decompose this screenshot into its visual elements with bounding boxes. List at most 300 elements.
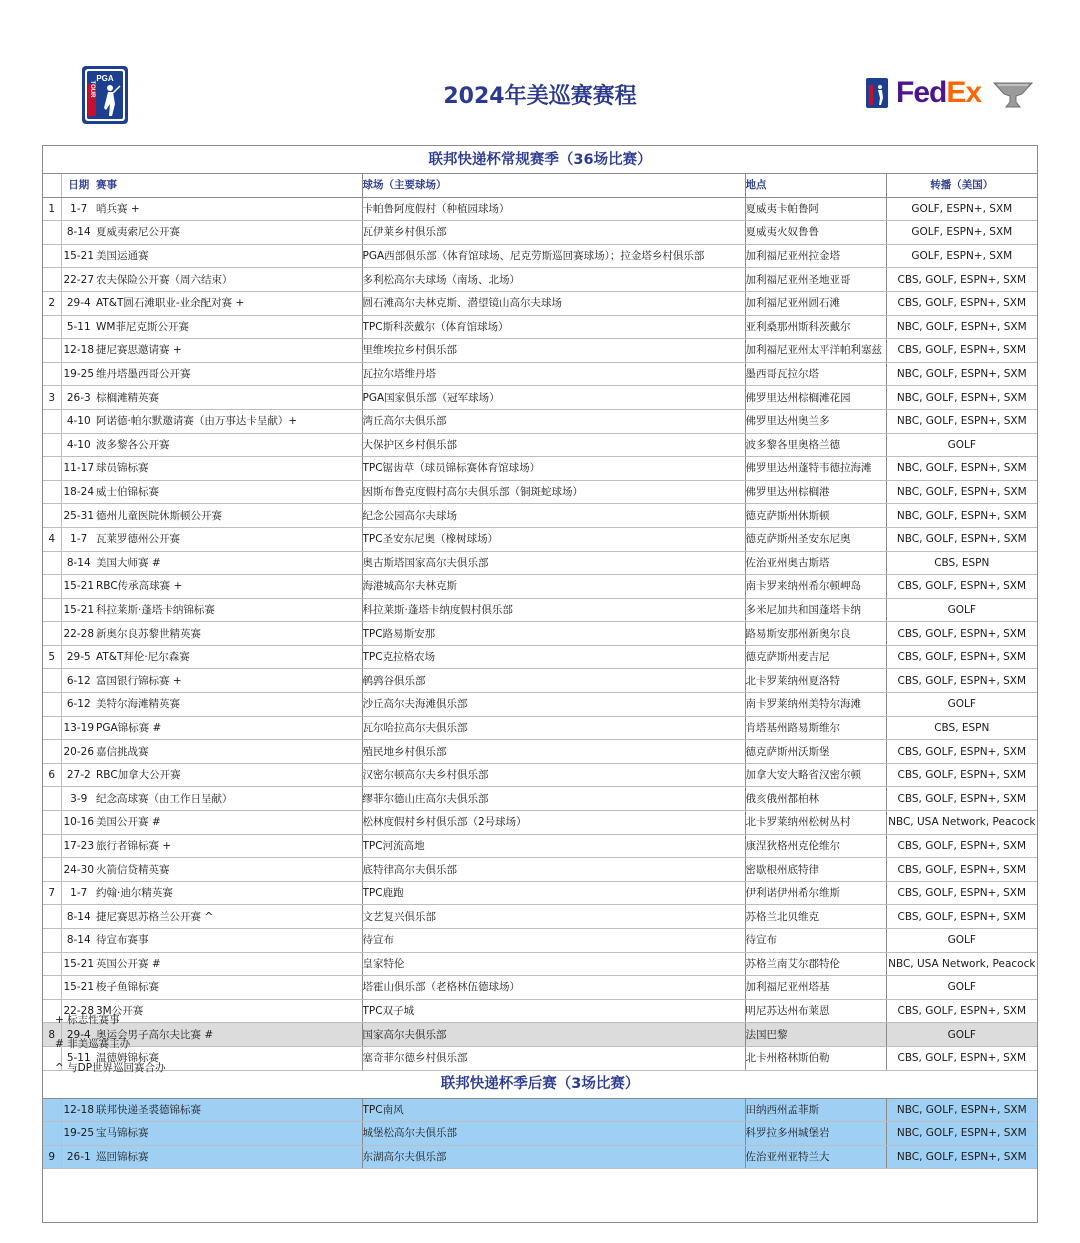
date-cell: 8-14 (61, 929, 96, 953)
broadcast-cell: NBC, GOLF, ESPN+, SXM (886, 504, 1037, 528)
month-cell: 2 (43, 291, 61, 315)
location-cell: 肯塔基州路易斯维尔 (745, 716, 886, 740)
table-row (43, 221, 1037, 245)
svg-text:PGA: PGA (96, 74, 114, 83)
venue-cell: 海港城高尔夫林克斯 (362, 575, 745, 599)
broadcast-cell: NBC, GOLF, ESPN+, SXM (886, 457, 1037, 481)
event-cell: 奥运会男子高尔夫比赛 # (96, 1023, 362, 1047)
table-row (43, 1046, 1037, 1070)
table-row (43, 433, 1037, 457)
table-row (43, 1023, 1037, 1047)
col-location: 地点 (745, 174, 886, 198)
venue-cell: 湾丘高尔夫俱乐部 (362, 409, 745, 433)
table-row (43, 1098, 1037, 1122)
event-cell: 英国公开赛 # (96, 952, 362, 976)
date-cell: 6-12 (61, 693, 96, 717)
broadcast-cell: NBC, GOLF, ESPN+, SXM (886, 362, 1037, 386)
location-cell: 墨西哥瓦拉尔塔 (745, 362, 886, 386)
column-header-row (43, 174, 1037, 198)
event-cell: 哨兵赛 + (96, 197, 362, 221)
venue-cell: 瓦伊莱乡村俱乐部 (362, 221, 745, 245)
event-cell: 威士伯锦标赛 (96, 480, 362, 504)
broadcast-cell: CBS, GOLF, ESPN+, SXM (886, 905, 1037, 929)
date-cell: 22-27 (61, 268, 96, 292)
date-cell: 8-14 (61, 551, 96, 575)
month-cell (43, 339, 61, 363)
venue-cell: 皇家特伦 (362, 952, 745, 976)
legend-signature: + 标志性赛事 (55, 1014, 120, 1026)
location-cell: 夏威夷卡帕鲁阿 (745, 197, 886, 221)
date-cell: 15-21 (61, 575, 96, 599)
legend (55, 1008, 166, 1080)
date-cell: 5-11 (61, 315, 96, 339)
month-cell (43, 551, 61, 575)
location-cell: 夏威夷火奴鲁鲁 (745, 221, 886, 245)
venue-cell: 汉密尔顿高尔夫乡村俱乐部 (362, 763, 745, 787)
broadcast-cell: NBC, GOLF, ESPN+, SXM (886, 409, 1037, 433)
location-cell: 加利福尼亚州塔基 (745, 976, 886, 1000)
venue-cell: 瓦拉尔塔维丹塔 (362, 362, 745, 386)
month-cell: 4 (43, 527, 61, 551)
col-month (43, 174, 61, 198)
table-row (43, 362, 1037, 386)
event-cell: AT&T拜伦·尼尔森赛 (96, 645, 362, 669)
event-cell: 农夫保险公开赛（周六结束） (96, 268, 362, 292)
event-cell: 美国公开赛 # (96, 811, 362, 835)
month-cell (43, 669, 61, 693)
location-cell: 待宣布 (745, 929, 886, 953)
table-row (43, 834, 1037, 858)
month-cell (43, 976, 61, 1000)
date-cell: 12-18 (61, 339, 96, 363)
location-cell: 德克萨斯州麦吉尼 (745, 645, 886, 669)
month-cell (43, 716, 61, 740)
location-cell: 加利福尼亚州圣地亚哥 (745, 268, 886, 292)
broadcast-cell: CBS, GOLF, ESPN+, SXM (886, 740, 1037, 764)
broadcast-cell: GOLF, ESPN+, SXM (886, 244, 1037, 268)
location-cell: 北卡罗莱纳州松树丛村 (745, 811, 886, 835)
location-cell: 北卡州格林斯伯勒 (745, 1046, 886, 1070)
broadcast-cell: NBC, GOLF, ESPN+, SXM (886, 527, 1037, 551)
broadcast-cell: NBC, GOLF, ESPN+, SXM (886, 1122, 1037, 1146)
location-cell: 德克萨斯州圣安东尼奥 (745, 527, 886, 551)
regular-season-title-row (43, 146, 1037, 174)
page-header (0, 0, 1080, 140)
location-cell: 路易斯安那州新奥尔良 (745, 622, 886, 646)
table-row (43, 598, 1037, 622)
location-cell: 波多黎各里奥格兰德 (745, 433, 886, 457)
col-date: 日期 (61, 174, 96, 198)
event-cell: 德州儿童医院休斯顿公开赛 (96, 504, 362, 528)
broadcast-cell: GOLF (886, 976, 1037, 1000)
date-cell: 5-11 (61, 1046, 96, 1070)
table-row (43, 858, 1037, 882)
location-cell: 苏格兰北贝维克 (745, 905, 886, 929)
event-cell: 维丹塔墨西哥公开赛 (96, 362, 362, 386)
fedex-wordmark: FedEx (896, 76, 982, 109)
event-cell: 捷尼赛思邀请赛 + (96, 339, 362, 363)
month-cell (43, 858, 61, 882)
table-row (43, 905, 1037, 929)
location-cell: 佛罗里达州奥兰多 (745, 409, 886, 433)
broadcast-cell: GOLF (886, 598, 1037, 622)
playoffs-title: 联邦快递杯季后赛（3场比赛） (43, 1070, 1037, 1098)
venue-cell: 殖民地乡村俱乐部 (362, 740, 745, 764)
date-cell: 15-21 (61, 952, 96, 976)
event-cell: 美国运通赛 (96, 244, 362, 268)
venue-cell: 多利松高尔夫球场（南场、北场） (362, 268, 745, 292)
venue-cell: 待宣布 (362, 929, 745, 953)
location-cell: 苏格兰南艾尔郡特伦 (745, 952, 886, 976)
broadcast-cell: CBS, ESPN (886, 551, 1037, 575)
event-cell: 富国银行锦标赛 + (96, 669, 362, 693)
location-cell: 亚利桑那州斯科茨戴尔 (745, 315, 886, 339)
month-cell: 1 (43, 197, 61, 221)
event-cell: 捷尼赛思苏格兰公开赛 ^ (96, 905, 362, 929)
location-cell: 南卡罗来纳州希尔顿岬岛 (745, 575, 886, 599)
venue-cell: PGA西部俱乐部（体育馆球场、尼克劳斯巡回赛球场）；拉金塔乡村俱乐部 (362, 244, 745, 268)
date-cell: 22-28 (61, 622, 96, 646)
broadcast-cell: CBS, GOLF, ESPN+, SXM (886, 858, 1037, 882)
table-row (43, 1145, 1037, 1169)
table-row (43, 763, 1037, 787)
location-cell: 加利福尼亚州圆石滩 (745, 291, 886, 315)
event-cell: WM菲尼克斯公开赛 (96, 315, 362, 339)
venue-cell: 奥古斯塔国家高尔夫俱乐部 (362, 551, 745, 575)
location-cell: 德克萨斯州沃斯堡 (745, 740, 886, 764)
table-row (43, 527, 1037, 551)
table-row (43, 575, 1037, 599)
month-cell (43, 811, 61, 835)
broadcast-cell: CBS, GOLF, ESPN+, SXM (886, 645, 1037, 669)
event-cell: 美国大师赛 # (96, 551, 362, 575)
date-cell: 29-4 (61, 1023, 96, 1047)
location-cell: 明尼苏达州布莱恩 (745, 999, 886, 1023)
venue-cell: 缪菲尔德山庄高尔夫俱乐部 (362, 787, 745, 811)
table-row (43, 976, 1037, 1000)
table-row (43, 999, 1037, 1023)
broadcast-cell: NBC, GOLF, ESPN+, SXM (886, 1098, 1037, 1122)
month-cell (43, 1098, 61, 1122)
date-cell: 25-31 (61, 504, 96, 528)
broadcast-cell: CBS, GOLF, ESPN+, SXM (886, 999, 1037, 1023)
month-cell (43, 834, 61, 858)
event-cell: 待宣布赛事 (96, 929, 362, 953)
venue-cell: TPC河流高地 (362, 834, 745, 858)
broadcast-cell: NBC, USA Network, Peacock (886, 811, 1037, 835)
venue-cell: TPC圣安东尼奥（橡树球场） (362, 527, 745, 551)
location-cell: 俄亥俄州都柏林 (745, 787, 886, 811)
date-cell: 29-5 (61, 645, 96, 669)
event-cell: 约翰·迪尔精英赛 (96, 881, 362, 905)
broadcast-cell: CBS, GOLF, ESPN+, SXM (886, 339, 1037, 363)
month-cell (43, 952, 61, 976)
table-row (43, 1122, 1037, 1146)
broadcast-cell: NBC, USA Network, Peacock (886, 952, 1037, 976)
month-cell (43, 244, 61, 268)
location-cell: 康涅狄格州克伦维尔 (745, 834, 886, 858)
event-cell: 球员锦标赛 (96, 457, 362, 481)
table-row (43, 339, 1037, 363)
venue-cell: 圆石滩高尔夫林克斯、潜望镜山高尔夫球场 (362, 291, 745, 315)
venue-cell: 文艺复兴俱乐部 (362, 905, 745, 929)
venue-cell: 塞奇菲尔德乡村俱乐部 (362, 1046, 745, 1070)
month-cell (43, 409, 61, 433)
table-row (43, 409, 1037, 433)
month-cell: 5 (43, 645, 61, 669)
venue-cell: TPC锯齿草（球员锦标赛体育馆球场） (362, 457, 745, 481)
broadcast-cell: CBS, GOLF, ESPN+, SXM (886, 787, 1037, 811)
date-cell: 1-7 (61, 197, 96, 221)
event-cell: 波多黎各公开赛 (96, 433, 362, 457)
event-cell: 嘉信挑战赛 (96, 740, 362, 764)
date-cell: 4-10 (61, 433, 96, 457)
venue-cell: 因斯布鲁克度假村高尔夫俱乐部（铜斑蛇球场） (362, 480, 745, 504)
month-cell (43, 457, 61, 481)
location-cell: 德克萨斯州休斯顿 (745, 504, 886, 528)
date-cell: 24-30 (61, 858, 96, 882)
venue-cell: 沙丘高尔夫海滩俱乐部 (362, 693, 745, 717)
venue-cell: 鹌鹑谷俱乐部 (362, 669, 745, 693)
event-cell: 棕榈滩精英赛 (96, 386, 362, 410)
legend-co-sanctioned: ^ 与DP世界巡回赛合办 (55, 1062, 166, 1074)
venue-cell: 松林度假村乡村俱乐部（2号球场） (362, 811, 745, 835)
event-cell: 巡回锦标赛 (96, 1145, 362, 1169)
month-cell: 6 (43, 763, 61, 787)
location-cell: 佐治亚州亚特兰大 (745, 1145, 886, 1169)
location-cell: 田纳西州孟菲斯 (745, 1098, 886, 1122)
venue-cell: 国家高尔夫俱乐部 (362, 1023, 745, 1047)
date-cell: 8-14 (61, 905, 96, 929)
venue-cell: 底特律高尔夫俱乐部 (362, 858, 745, 882)
date-cell: 1-7 (61, 527, 96, 551)
month-cell: 3 (43, 386, 61, 410)
month-cell (43, 575, 61, 599)
date-cell: 4-10 (61, 409, 96, 433)
table-row (43, 504, 1037, 528)
col-venue: 球场（主要球场） (362, 174, 745, 198)
table-row (43, 386, 1037, 410)
broadcast-cell: CBS, GOLF, ESPN+, SXM (886, 268, 1037, 292)
table-row (43, 457, 1037, 481)
table-row (43, 669, 1037, 693)
event-cell: 3M公开赛 (96, 999, 362, 1023)
venue-cell: PGA国家俱乐部（冠军球场） (362, 386, 745, 410)
broadcast-cell: GOLF (886, 1023, 1037, 1047)
legend-non-tour: # 非美巡赛主办 (55, 1038, 131, 1050)
event-cell: 温德姆锦标赛 (96, 1046, 362, 1070)
venue-cell: 瓦尔哈拉高尔夫俱乐部 (362, 716, 745, 740)
venue-cell: 科拉莱斯·蓬塔卡纳度假村俱乐部 (362, 598, 745, 622)
trophy-icon (992, 80, 1034, 110)
date-cell: 26-1 (61, 1145, 96, 1169)
date-cell: 19-25 (61, 362, 96, 386)
date-cell: 1-7 (61, 881, 96, 905)
location-cell: 科罗拉多州城堡岩 (745, 1122, 886, 1146)
table-row (43, 480, 1037, 504)
venue-cell: TPC路易斯安那 (362, 622, 745, 646)
date-cell: 11-17 (61, 457, 96, 481)
venue-cell: 卡帕鲁阿度假村（种植园球场） (362, 197, 745, 221)
location-cell: 法国巴黎 (745, 1023, 886, 1047)
table-row (43, 716, 1037, 740)
event-cell: 火箭信贷精英赛 (96, 858, 362, 882)
date-cell: 15-21 (61, 598, 96, 622)
svg-text:TOUR: TOUR (89, 80, 95, 98)
broadcast-cell: GOLF, ESPN+, SXM (886, 197, 1037, 221)
fedex-cup-logo (866, 76, 1038, 116)
month-cell (43, 929, 61, 953)
venue-cell: TPC双子城 (362, 999, 745, 1023)
location-cell: 多米尼加共和国蓬塔卡纳 (745, 598, 886, 622)
month-cell: 8 (43, 1023, 61, 1047)
month-cell (43, 622, 61, 646)
table-row (43, 291, 1037, 315)
date-cell: 20-26 (61, 740, 96, 764)
col-event: 赛事 (96, 174, 362, 198)
event-cell: RBC传承高球赛 + (96, 575, 362, 599)
month-cell (43, 740, 61, 764)
date-cell: 22-28 (61, 999, 96, 1023)
table-row (43, 740, 1037, 764)
month-cell (43, 221, 61, 245)
venue-cell: 东湖高尔夫俱乐部 (362, 1145, 745, 1169)
location-cell: 佐治亚州奥古斯塔 (745, 551, 886, 575)
location-cell: 密歇根州底特律 (745, 858, 886, 882)
event-cell: 新奥尔良苏黎世精英赛 (96, 622, 362, 646)
event-cell: 瓦莱罗德州公开赛 (96, 527, 362, 551)
broadcast-cell: GOLF (886, 433, 1037, 457)
month-cell (43, 598, 61, 622)
venue-cell: TPC克拉格农场 (362, 645, 745, 669)
pga-tour-mini-logo (866, 78, 888, 108)
table-row (43, 315, 1037, 339)
table-row (43, 929, 1037, 953)
venue-cell: 大保护区乡村俱乐部 (362, 433, 745, 457)
broadcast-cell: CBS, GOLF, ESPN+, SXM (886, 575, 1037, 599)
date-cell: 19-25 (61, 1122, 96, 1146)
location-cell: 佛罗里达州棕榈滩花园 (745, 386, 886, 410)
date-cell: 10-16 (61, 811, 96, 835)
month-cell (43, 1122, 61, 1146)
table-row (43, 693, 1037, 717)
date-cell: 27-2 (61, 763, 96, 787)
broadcast-cell: CBS, GOLF, ESPN+, SXM (886, 881, 1037, 905)
month-cell (43, 433, 61, 457)
broadcast-cell: CBS, GOLF, ESPN+, SXM (886, 1046, 1037, 1070)
event-cell: 宝马锦标赛 (96, 1122, 362, 1146)
page-title: 2024年美巡赛赛程 (443, 84, 637, 109)
month-cell (43, 268, 61, 292)
table-row (43, 952, 1037, 976)
venue-cell: TPC斯科茨戴尔（体育馆球场） (362, 315, 745, 339)
location-cell: 加利福尼亚州太平洋帕利塞兹 (745, 339, 886, 363)
playoffs-title-row (43, 1070, 1037, 1098)
date-cell: 29-4 (61, 291, 96, 315)
location-cell: 佛罗里达州蓬特韦德拉海滩 (745, 457, 886, 481)
date-cell: 15-21 (61, 976, 96, 1000)
month-cell: 7 (43, 881, 61, 905)
event-cell: RBC加拿大公开赛 (96, 763, 362, 787)
date-cell: 17-23 (61, 834, 96, 858)
table-row (43, 268, 1037, 292)
location-cell: 加拿大安大略省汉密尔顿 (745, 763, 886, 787)
table-row (43, 622, 1037, 646)
venue-cell: TPC南风 (362, 1098, 745, 1122)
broadcast-cell: NBC, GOLF, ESPN+, SXM (886, 386, 1037, 410)
event-cell: 阿诺德·帕尔默邀请赛（由万事达卡呈献）+ (96, 409, 362, 433)
broadcast-cell: CBS, ESPN (886, 716, 1037, 740)
month-cell (43, 315, 61, 339)
date-cell: 6-12 (61, 669, 96, 693)
broadcast-cell: NBC, GOLF, ESPN+, SXM (886, 315, 1037, 339)
date-cell: 3-9 (61, 787, 96, 811)
date-cell: 8-14 (61, 221, 96, 245)
date-cell: 18-24 (61, 480, 96, 504)
month-cell: 9 (43, 1145, 61, 1169)
schedule-table-frame (42, 145, 1038, 1223)
date-cell: 26-3 (61, 386, 96, 410)
month-cell (43, 905, 61, 929)
col-broadcast: 转播（美国） (886, 174, 1037, 198)
broadcast-cell: CBS, GOLF, ESPN+, SXM (886, 669, 1037, 693)
regular-season-title: 联邦快递杯常规赛季（36场比赛） (43, 146, 1037, 174)
event-cell: PGA锦标赛 # (96, 716, 362, 740)
month-cell (43, 504, 61, 528)
month-cell (43, 362, 61, 386)
broadcast-cell: CBS, GOLF, ESPN+, SXM (886, 622, 1037, 646)
table-row (43, 811, 1037, 835)
venue-cell: 城堡松高尔夫俱乐部 (362, 1122, 745, 1146)
broadcast-cell: NBC, GOLF, ESPN+, SXM (886, 1145, 1037, 1169)
month-cell (43, 480, 61, 504)
month-cell (43, 693, 61, 717)
event-cell: 纪念高球赛（由工作日呈献） (96, 787, 362, 811)
table-row (43, 551, 1037, 575)
location-cell: 伊利诺伊州希尔维斯 (745, 881, 886, 905)
event-cell: 旅行者锦标赛 + (96, 834, 362, 858)
date-cell: 13-19 (61, 716, 96, 740)
date-cell: 12-18 (61, 1098, 96, 1122)
event-cell: 梭子鱼锦标赛 (96, 976, 362, 1000)
table-row (43, 197, 1037, 221)
schedule-table (43, 146, 1037, 1169)
table-row (43, 244, 1037, 268)
table-row (43, 881, 1037, 905)
location-cell: 加利福尼亚州拉金塔 (745, 244, 886, 268)
broadcast-cell: GOLF (886, 929, 1037, 953)
broadcast-cell: CBS, GOLF, ESPN+, SXM (886, 291, 1037, 315)
event-cell: 美特尔海滩精英赛 (96, 693, 362, 717)
event-cell: AT&T圆石滩职业-业余配对赛 + (96, 291, 362, 315)
location-cell: 北卡罗莱纳州夏洛特 (745, 669, 886, 693)
broadcast-cell: CBS, GOLF, ESPN+, SXM (886, 834, 1037, 858)
venue-cell: 纪念公园高尔夫球场 (362, 504, 745, 528)
date-cell: 15-21 (61, 244, 96, 268)
broadcast-cell: GOLF (886, 693, 1037, 717)
location-cell: 佛罗里达州棕榈港 (745, 480, 886, 504)
table-row (43, 787, 1037, 811)
venue-cell: 里维埃拉乡村俱乐部 (362, 339, 745, 363)
venue-cell: 塔霍山俱乐部（老格林伍德球场） (362, 976, 745, 1000)
event-cell: 联邦快递圣裘德锦标赛 (96, 1098, 362, 1122)
broadcast-cell: CBS, GOLF, ESPN+, SXM (886, 763, 1037, 787)
broadcast-cell: GOLF, ESPN+, SXM (886, 221, 1037, 245)
table-row (43, 645, 1037, 669)
event-cell: 夏威夷索尼公开赛 (96, 221, 362, 245)
event-cell: 科拉莱斯·蓬塔卡纳锦标赛 (96, 598, 362, 622)
month-cell (43, 787, 61, 811)
